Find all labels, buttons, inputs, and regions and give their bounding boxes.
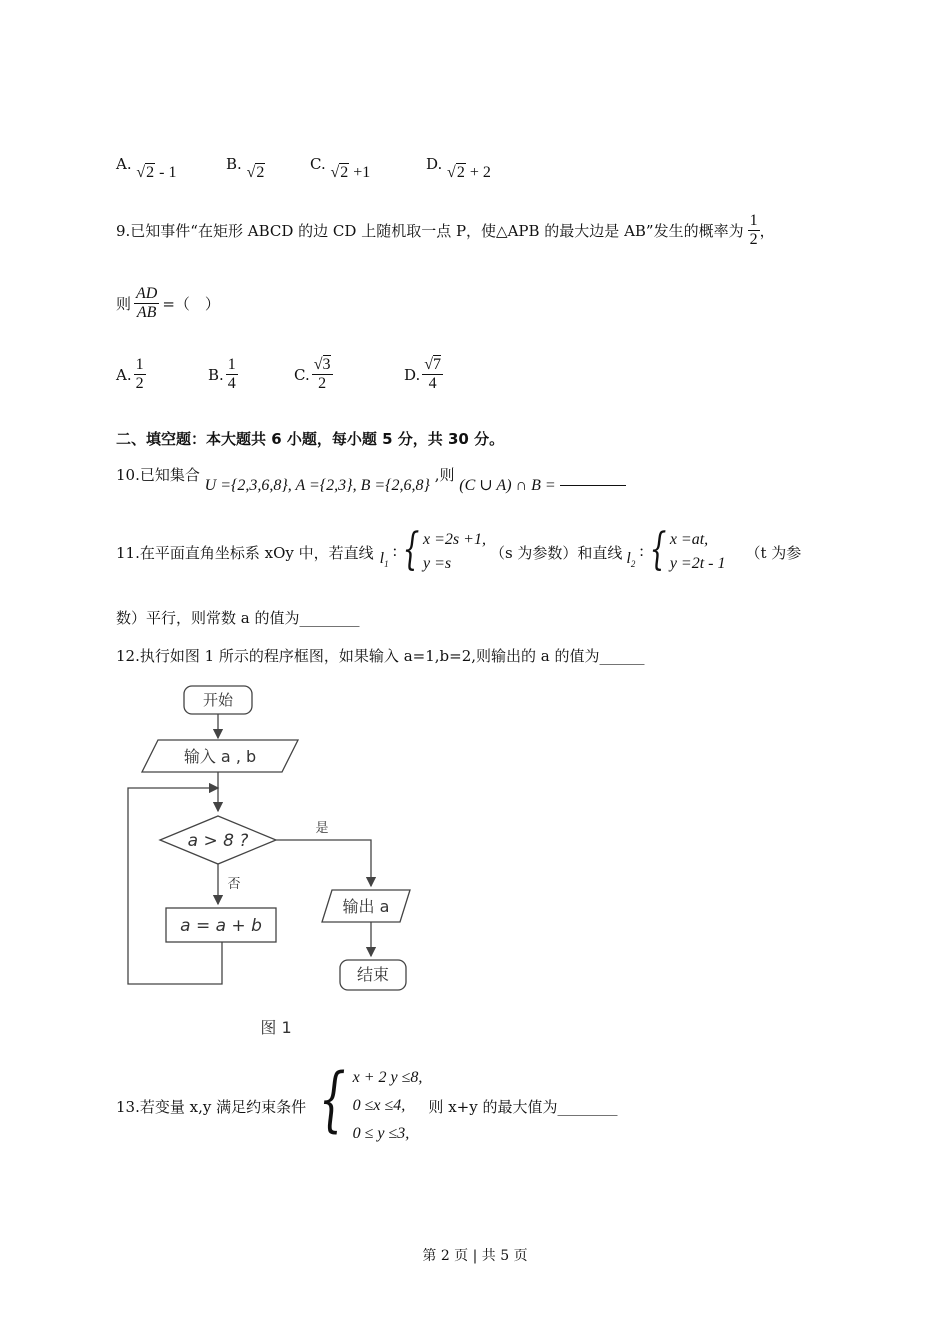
q9-option-c: C. $\frac{√3}{2}$ [294,356,331,393]
option-label: A. [116,155,132,173]
flow-no-label: 否 [227,877,241,892]
q11-line1: 11.在平面直角坐标系 xOy 中，若直线 $l_1$ : { x =2s +1, y =s （s 为参数）和直线 $l_2$ : { x =at, y =2t - 1 （t 为参 [116,524,802,575]
fraction-numerator: 1 [226,356,238,375]
option-label: D. [404,365,421,384]
option-label: C. [310,155,326,173]
l1-system: { x =2s +1, y =s [402,524,486,575]
flow-end-label: 结束 [356,965,390,984]
option-label: C. [294,365,310,384]
fraction-numerator: 1 [748,212,760,231]
q9-stem [116,212,775,250]
q8-option-b: B. √2 [226,155,265,181]
q9-ask-suffix: =（ ） [162,295,220,314]
flow-caption: 图 1 [260,1018,292,1037]
option-rest: +1 [349,164,371,181]
page-footer: 第 2 页 | 共 5 页 [422,1248,528,1264]
q13 [116,1058,618,1148]
q10-mid: ,则 [434,466,455,484]
l2-eq2: y =2t - 1 [669,555,726,572]
l1-subscript: 1 [384,559,389,570]
q9-tail: ， [759,222,775,241]
q9-probability [748,212,760,250]
q9-stem-text: 9.已知事件“在矩形 ABCD 的边 CD 上随机取一点 P，使△APB 的最大边是 AB”发生的概率为 [116,222,744,241]
option-label: A. [116,365,132,384]
q9-ask [116,285,220,323]
flow-start-label: 开始 [202,691,234,709]
l2-symbol: l [626,550,631,568]
l1-eq2: y =s [423,555,452,572]
q11-line2: 数）平行，则常数 a 的值为________ [116,609,360,627]
q11-param2: （t 为参 [745,543,802,562]
flow-output-label: 输出 a [342,897,390,916]
radicand: 2 [456,164,465,181]
q9-ask-prefix: 则 [116,295,132,314]
radicand: 2 [146,164,155,181]
q9-ratio [134,285,159,323]
q10-answer-blank [560,485,626,486]
fraction-denominator: 2 [135,375,144,393]
q8-option-a: A. √2 - 1 [116,155,177,181]
q10-prefix: 10.已知集合 [116,466,200,484]
fraction-denominator: 2 [749,231,758,249]
fraction-denominator: 4 [428,375,437,393]
q9-option-b [208,356,238,394]
flow-input-label: 输入 a , b [183,747,257,766]
l1-eq1: x =2s +1, [423,531,486,548]
l2-eq1: x =at, [669,531,709,548]
q9-option-a [116,356,146,394]
option-label: B. [226,155,242,173]
fraction-denominator: 4 [227,375,236,393]
fraction-numerator: AD [134,285,159,304]
radicand: 2 [340,164,349,181]
q8-option-d: D. √2 + 2 [426,155,491,181]
q11-prefix: 11.在平面直角坐标系 xOy 中，若直线 [116,543,374,562]
section-heading: 二、填空题：本大题共 6 小题，每小题 5 分，共 30 分。 [116,430,505,448]
constraint-1: x + 2 y ≤8, [352,1069,423,1086]
fraction-denominator: AB [136,304,157,322]
flow-process-label: a = a + b [180,916,262,936]
constraint-2: 0 ≤x ≤4, [352,1097,406,1114]
fraction-numerator: 7 [433,356,442,373]
flow-condition-label: a > 8 ? [187,831,249,851]
option-rest: + 2 [465,164,491,181]
q8-option-c: C. √2 +1 [310,155,371,181]
q12-text: 12.执行如图 1 所示的程序框图，如果输入 a=1,b=2,则输出的 a 的值为______ [116,647,645,665]
option-label: D. [426,155,443,173]
option-rest: - 1 [155,164,177,181]
fraction-numerator: 3 [322,356,331,373]
radicand: 2 [256,164,265,181]
q9-option-d: D. $\frac{√7}{4}$ [404,356,442,393]
option-label: B. [208,365,224,384]
q13-constraints: { x + 2 y ≤8, 0 ≤x ≤4, 0 ≤ y ≤3, [310,1064,422,1148]
flow-yes-label: 是 [315,821,329,836]
constraint-3: 0 ≤ y ≤3, [352,1125,410,1142]
l2-system: { x =at, y =2t - 1 [649,524,726,575]
q13-prefix: 13.若变量 x,y 满足约束条件 [116,1097,307,1116]
q13-suffix: 则 x+y 的最大值为________ [428,1097,618,1116]
q10-sets: U ={2,3,6,8}, A ={2,3}, B ={2,6,8} [204,477,430,494]
q10-expr: (C ∪ A) ∩ B = [459,477,556,494]
l2-subscript: 2 [630,559,636,570]
fraction-numerator: 1 [134,356,146,375]
q11-param1: （s 为参数）和直线 [489,543,623,562]
q10 [116,464,626,494]
fraction-denominator: 2 [318,375,327,393]
flowchart-figure [118,676,418,1046]
l1-symbol: l [379,550,385,568]
